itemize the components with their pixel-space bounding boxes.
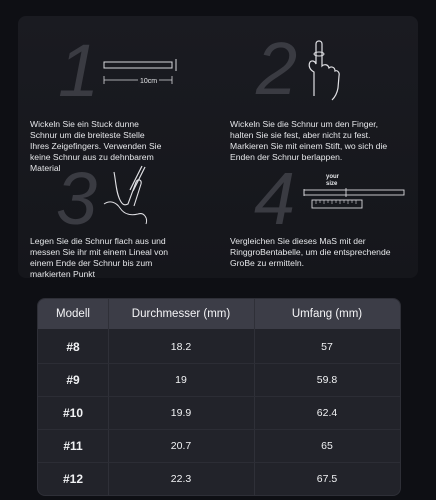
- step-1: [30, 26, 220, 173]
- ruler-illustration: [302, 188, 412, 218]
- table-row-model: #8: [66, 339, 80, 354]
- step-2-text: Wickeln Sie die Schnur um den Finger, halten Sie sie fest, aber nicht zu fest. Markieren Sie mit einem Stift, wo sich die Enden der Schnur berlappen.: [230, 119, 388, 162]
- step-1-number: 1: [58, 29, 100, 112]
- table-row-circumference: 57: [321, 340, 333, 353]
- your-size-label-line2: size: [326, 181, 338, 187]
- table-row-circumference: 59.8: [316, 373, 338, 386]
- length-label: 10cm: [140, 78, 158, 85]
- step-4: [230, 156, 420, 276]
- finger-with-string-icon: [94, 160, 164, 230]
- table-row-circumference: 65: [321, 439, 333, 452]
- finger-icon: [292, 36, 352, 106]
- step-3-text: Legen Sie die Schnur flach aus und messen Sie ihr mit einem Lineal von einem Ende der Schnur bis zum markierten Punkt: [30, 236, 169, 279]
- table-row-diameter: 20.7: [170, 439, 192, 452]
- size-table: [37, 298, 401, 496]
- step-4-number: 4: [254, 157, 296, 240]
- table-row-circumference: 67.5: [316, 472, 338, 485]
- table-row-model: #9: [66, 372, 80, 387]
- table-row-model: #11: [63, 438, 83, 453]
- table-row-model: #10: [62, 405, 84, 420]
- step-3: [30, 156, 220, 279]
- header-umfang: Umfang (mm): [291, 308, 363, 320]
- table-row-diameter: 22.3: [170, 472, 192, 485]
- step-2-number: 2: [256, 27, 298, 110]
- step-3-number: 3: [56, 157, 98, 240]
- header-modell: Modell: [56, 308, 90, 320]
- table-row-circumference: 62.4: [316, 406, 338, 419]
- header-durchmesser: Durchmesser (mm): [131, 308, 231, 320]
- step-2: [230, 26, 420, 162]
- table-row-diameter: 18.2: [170, 340, 192, 353]
- table-row-model: #12: [62, 471, 84, 486]
- instructions-panel: [18, 16, 418, 278]
- step-4-text: Vergleichen Sie dieses MaS mit der RinggroBentabelle, um die entsprechende GroBe zu ermitteln.: [230, 236, 391, 268]
- table-row-diameter: 19.9: [170, 406, 192, 419]
- table-row-diameter: 19: [175, 373, 187, 386]
- step-1-text: Wickeln Sie ein Stuck dunne Schnur um die breiteste Stelle Ihres Zeigefingers. Verwenden Sie keine Schnur aus zu dehnbarem Material: [30, 119, 162, 173]
- your-size-label-line1: your: [326, 174, 340, 180]
